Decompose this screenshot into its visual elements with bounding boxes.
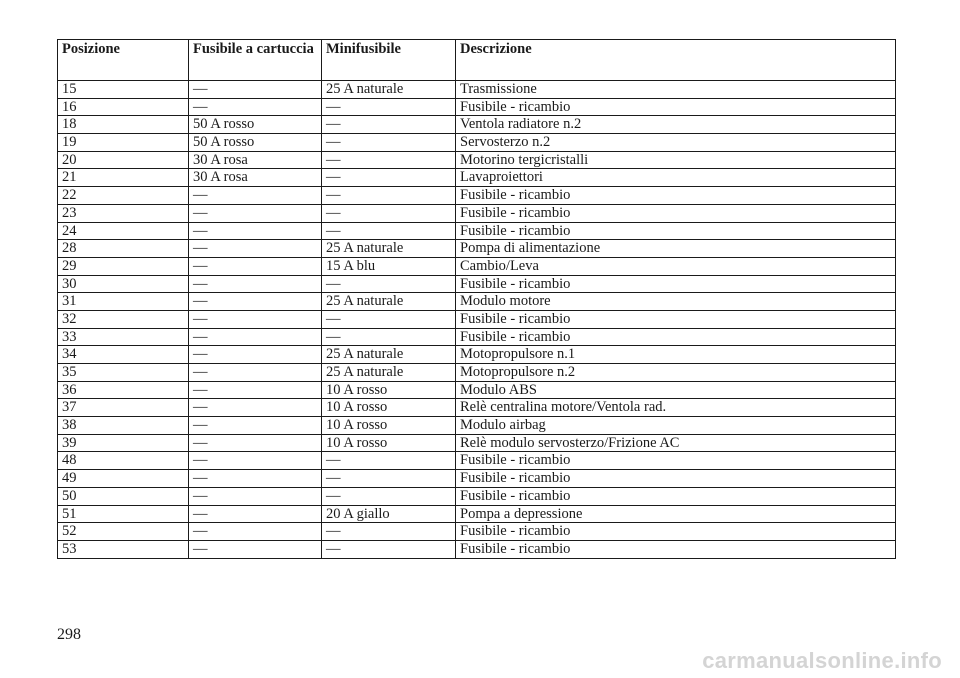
cell-description: Pompa di alimentazione (456, 240, 896, 258)
cell-mini-fuse: 10 A rosso (322, 434, 456, 452)
watermark-text: carmanualsonline.info (702, 648, 942, 673)
cell-description: Fusibile - ricambio (456, 328, 896, 346)
table-row (58, 346, 896, 364)
cell-mini-fuse: 25 A naturale (322, 240, 456, 258)
cell-cartridge-fuse: — (189, 417, 322, 435)
cell-description: Modulo airbag (456, 417, 896, 435)
cell-position: 24 (58, 222, 189, 240)
cell-position: 16 (58, 98, 189, 116)
cell-description: Fusibile - ricambio (456, 187, 896, 205)
cell-mini-fuse: — (322, 222, 456, 240)
cell-mini-fuse: — (322, 204, 456, 222)
cell-description: Fusibile - ricambio (456, 540, 896, 558)
cell-mini-fuse: — (322, 116, 456, 134)
cell-position: 22 (58, 187, 189, 205)
cell-mini-fuse: — (322, 487, 456, 505)
table-row (58, 540, 896, 558)
cell-cartridge-fuse: — (189, 293, 322, 311)
cell-cartridge-fuse: — (189, 98, 322, 116)
cell-cartridge-fuse: — (189, 523, 322, 541)
header-row (58, 40, 896, 81)
cell-description: Modulo motore (456, 293, 896, 311)
fuse-table-body (58, 81, 896, 559)
cell-description: Servosterzo n.2 (456, 134, 896, 152)
cell-mini-fuse: — (322, 310, 456, 328)
cell-cartridge-fuse: 50 A rosso (189, 116, 322, 134)
table-row (58, 116, 896, 134)
cell-description: Fusibile - ricambio (456, 310, 896, 328)
header-cartridge-fuse: Fusibile a cartuccia (189, 40, 322, 81)
table-row (58, 81, 896, 99)
page-number: 298 (57, 626, 81, 643)
cell-position: 53 (58, 540, 189, 558)
table-row (58, 204, 896, 222)
cell-cartridge-fuse: — (189, 187, 322, 205)
cell-mini-fuse: 25 A naturale (322, 364, 456, 382)
cell-mini-fuse: — (322, 523, 456, 541)
cell-mini-fuse: — (322, 169, 456, 187)
cell-mini-fuse: — (322, 151, 456, 169)
table-row (58, 381, 896, 399)
cell-description: Relè centralina motore/Ventola rad. (456, 399, 896, 417)
fuse-table (57, 39, 896, 559)
cell-cartridge-fuse: — (189, 364, 322, 382)
cell-cartridge-fuse: — (189, 328, 322, 346)
cell-position: 29 (58, 257, 189, 275)
cell-position: 20 (58, 151, 189, 169)
cell-mini-fuse: — (322, 540, 456, 558)
cell-description: Pompa a depressione (456, 505, 896, 523)
cell-description: Trasmissione (456, 81, 896, 99)
cell-position: 52 (58, 523, 189, 541)
cell-mini-fuse: 10 A rosso (322, 381, 456, 399)
cell-description: Cambio/Leva (456, 257, 896, 275)
cell-description: Lavaproiettori (456, 169, 896, 187)
cell-description: Fusibile - ricambio (456, 204, 896, 222)
cell-cartridge-fuse: 30 A rosa (189, 151, 322, 169)
cell-mini-fuse: — (322, 452, 456, 470)
table-row (58, 310, 896, 328)
cell-description: Fusibile - ricambio (456, 470, 896, 488)
table-row (58, 134, 896, 152)
cell-description: Fusibile - ricambio (456, 222, 896, 240)
table-row (58, 399, 896, 417)
cell-position: 39 (58, 434, 189, 452)
cell-mini-fuse: 20 A giallo (322, 505, 456, 523)
table-row (58, 98, 896, 116)
table-row (58, 169, 896, 187)
header-description: Descrizione (456, 40, 896, 81)
cell-cartridge-fuse: — (189, 204, 322, 222)
cell-position: 31 (58, 293, 189, 311)
cell-description: Fusibile - ricambio (456, 275, 896, 293)
cell-mini-fuse: — (322, 187, 456, 205)
table-row (58, 240, 896, 258)
cell-cartridge-fuse: — (189, 81, 322, 99)
cell-cartridge-fuse: — (189, 381, 322, 399)
cell-description: Relè modulo servosterzo/Frizione AC (456, 434, 896, 452)
cell-position: 48 (58, 452, 189, 470)
cell-mini-fuse: 15 A blu (322, 257, 456, 275)
cell-cartridge-fuse: — (189, 470, 322, 488)
cell-description: Fusibile - ricambio (456, 487, 896, 505)
table-row (58, 257, 896, 275)
cell-position: 35 (58, 364, 189, 382)
cell-position: 32 (58, 310, 189, 328)
cell-cartridge-fuse: — (189, 487, 322, 505)
cell-cartridge-fuse: — (189, 275, 322, 293)
cell-cartridge-fuse: — (189, 240, 322, 258)
cell-position: 51 (58, 505, 189, 523)
cell-position: 19 (58, 134, 189, 152)
table-row (58, 523, 896, 541)
cell-mini-fuse: 25 A naturale (322, 346, 456, 364)
cell-position: 30 (58, 275, 189, 293)
cell-description: Motopropulsore n.2 (456, 364, 896, 382)
cell-mini-fuse: — (322, 98, 456, 116)
cell-position: 34 (58, 346, 189, 364)
cell-description: Motorino tergicristalli (456, 151, 896, 169)
cell-description: Fusibile - ricambio (456, 523, 896, 541)
cell-position: 15 (58, 81, 189, 99)
cell-description: Motopropulsore n.1 (456, 346, 896, 364)
cell-cartridge-fuse: — (189, 452, 322, 470)
cell-mini-fuse: — (322, 134, 456, 152)
cell-cartridge-fuse: — (189, 434, 322, 452)
cell-position: 21 (58, 169, 189, 187)
cell-position: 37 (58, 399, 189, 417)
table-row (58, 470, 896, 488)
table-row (58, 275, 896, 293)
cell-description: Modulo ABS (456, 381, 896, 399)
cell-cartridge-fuse: — (189, 399, 322, 417)
cell-mini-fuse: — (322, 470, 456, 488)
cell-mini-fuse: 25 A naturale (322, 293, 456, 311)
cell-cartridge-fuse: — (189, 310, 322, 328)
cell-mini-fuse: 25 A naturale (322, 81, 456, 99)
table-row (58, 187, 896, 205)
cell-cartridge-fuse: — (189, 222, 322, 240)
cell-description: Fusibile - ricambio (456, 452, 896, 470)
cell-cartridge-fuse: 30 A rosa (189, 169, 322, 187)
cell-position: 28 (58, 240, 189, 258)
table-row (58, 222, 896, 240)
cell-cartridge-fuse: — (189, 505, 322, 523)
cell-position: 18 (58, 116, 189, 134)
cell-description: Ventola radiatore n.2 (456, 116, 896, 134)
header-position: Posizione (58, 40, 189, 81)
cell-cartridge-fuse: — (189, 346, 322, 364)
table-row (58, 151, 896, 169)
table-row (58, 293, 896, 311)
header-mini-fuse: Minifusibile (322, 40, 456, 81)
table-row (58, 505, 896, 523)
table-row (58, 434, 896, 452)
table-row (58, 328, 896, 346)
table-row (58, 487, 896, 505)
cell-mini-fuse: 10 A rosso (322, 417, 456, 435)
cell-position: 23 (58, 204, 189, 222)
cell-cartridge-fuse: — (189, 257, 322, 275)
cell-mini-fuse: 10 A rosso (322, 399, 456, 417)
table-row (58, 452, 896, 470)
cell-description: Fusibile - ricambio (456, 98, 896, 116)
table-row (58, 364, 896, 382)
cell-cartridge-fuse: 50 A rosso (189, 134, 322, 152)
cell-cartridge-fuse: — (189, 540, 322, 558)
table-row (58, 417, 896, 435)
cell-position: 36 (58, 381, 189, 399)
fuse-table-header (58, 40, 896, 81)
cell-position: 49 (58, 470, 189, 488)
cell-mini-fuse: — (322, 328, 456, 346)
cell-position: 38 (58, 417, 189, 435)
cell-position: 33 (58, 328, 189, 346)
cell-mini-fuse: — (322, 275, 456, 293)
cell-position: 50 (58, 487, 189, 505)
